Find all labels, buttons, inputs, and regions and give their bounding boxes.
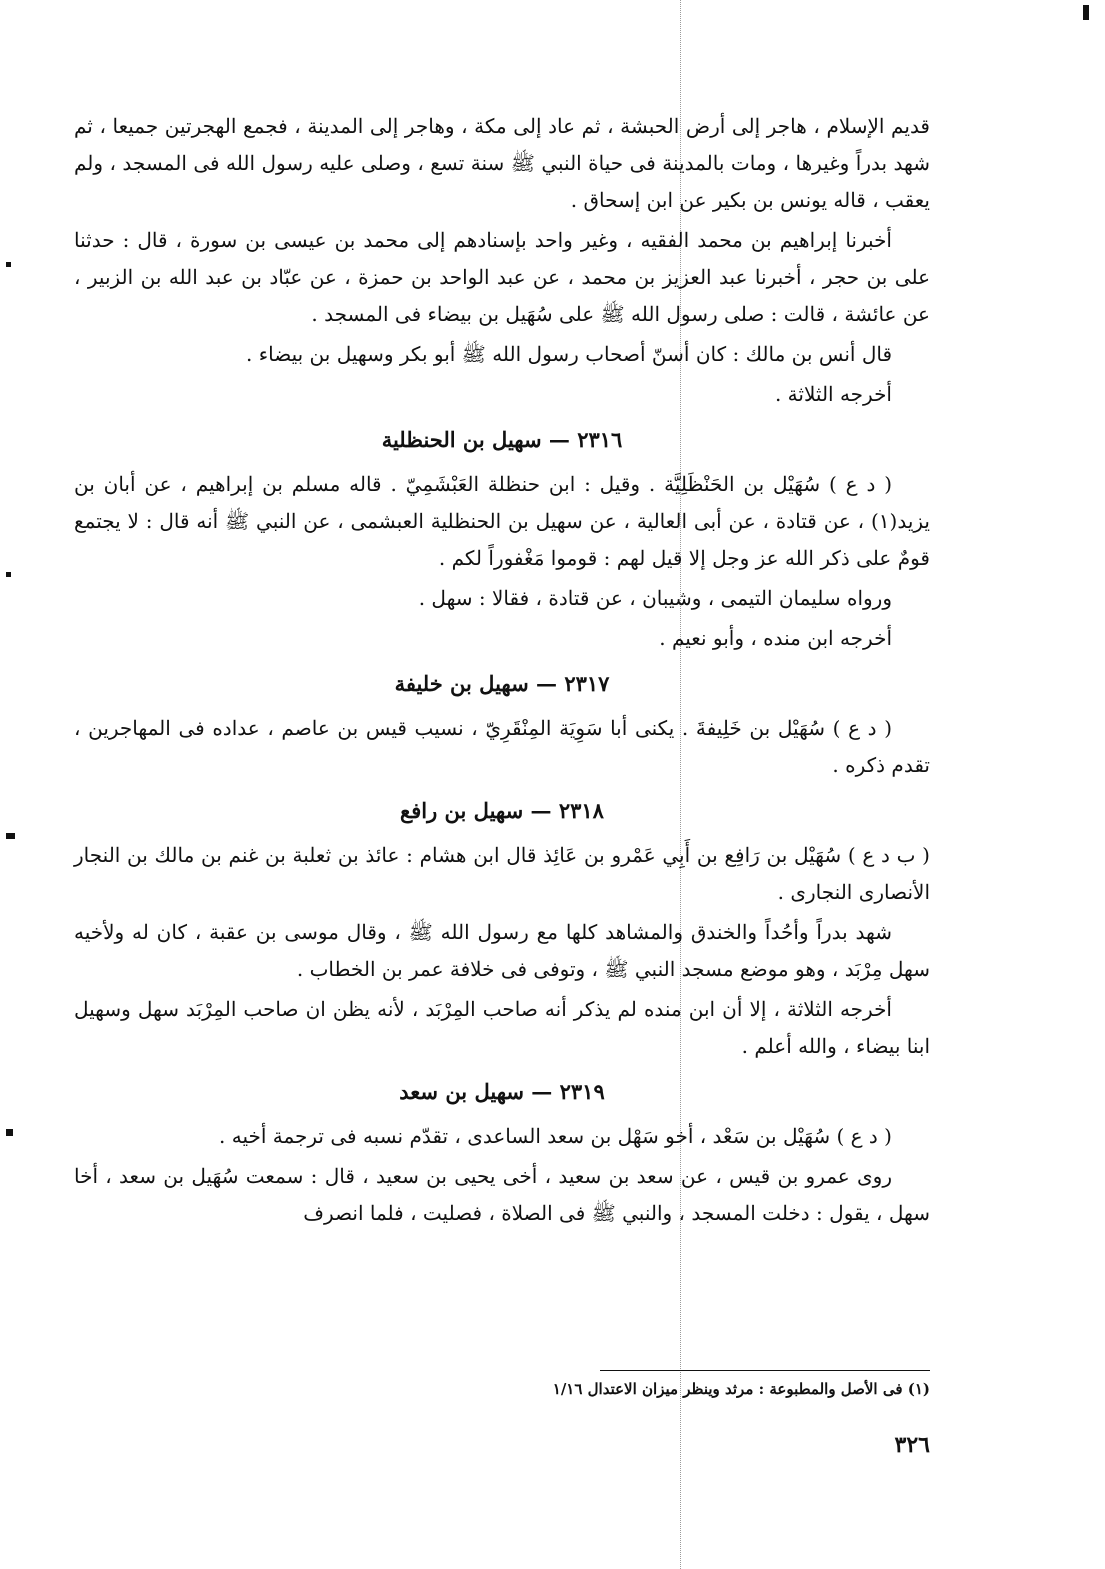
paragraph: روى عمرو بن قيس ، عن سعد بن سعيد ، أخى يحيى بن سعيد ، قال : سمعت سُهَيل بن سعد ، أخا سهل ، يقول : دخلت المسجد ، والنبي ﷺ فى الصلاة ، فصليت ، فلما انصرف [74, 1164, 930, 1225]
footnote-divider [600, 1370, 930, 1371]
scan-margin-mark [6, 1129, 13, 1136]
entry-heading: ٢٣١٩ — سهيل بن سعد [399, 1079, 605, 1104]
main-text [74, 108, 930, 1235]
page-number: ٣٢٦ [894, 1432, 930, 1458]
paragraph: أخبرنا إبراهيم بن محمد الفقيه ، وغير واحد بإسنادهم إلى محمد بن عيسى بن سورة ، قال : حدثنا على بن حجر ، أخبرنا عبد العزيز بن محمد ، عن عبد الواحد بن حمزة ، عن عبّاد بن عبد الله بن الزبير ، عن عائشة ، قالت : صلى رسول الله ﷺ على سُهَيل بن بيضاء فى المسجد . [74, 228, 930, 326]
paragraph: قديم الإسلام ، هاجر إلى أرض الحبشة ، ثم عاد إلى مكة ، وهاجر إلى المدينة ، فجمع الهجرتين جميعا ، ثم شهد بدراً وغيرها ، ومات بالمدينة فى حياة النبي ﷺ سنة تسع ، وصلى عليه رسول الله فى المسجد ، ولم يعقب ، قاله يونس بن بكير عن ابن إسحاق . [74, 114, 930, 212]
footnote: (١) فى الأصل والمطبوعة : مرثد وينظر ميزان الاعتدال ١/١٦ [552, 1380, 930, 1398]
paragraph: شهد بدراً وأحُداً والخندق والمشاهد كلها مع رسول الله ﷺ ، وقال موسى بن عقبة ، كان له ولأخيه سهل مِرْبَد ، وهو موضع مسجد النبي ﷺ ، وتوفى فى خلافة عمر بن الخطاب . [74, 920, 930, 981]
paragraph: ( ب د ع ) سُهَيْل بن رَافِع بن أَبِي عَمْرو بن عَائِذ قال ابن هشام : عائذ بن ثعلبة بن غنم بن مالك بن النجار الأنصارى النجارى . [74, 843, 930, 904]
paragraph: أخرجه ابن منده ، وأبو نعيم . [659, 626, 892, 650]
scan-margin-mark [6, 833, 15, 839]
scan-margin-mark [6, 572, 11, 577]
paragraph: ( د ع ) سُهَيْل بن الحَنْظَلِيَّة . وقيل : ابن حنظلة العَبْشَمِيّ . قاله مسلم بن إبراهيم ، عن أبان بن يزيد(١) ، عن قتادة ، عن أبى العالية ، عن سهيل بن الحنظلية العبشمى ، عن النبي ﷺ أنه قال : لا يجتمع قومٌ على ذكر الله عز وجل إلا قيل لهم : قوموا مَغْفوراً لكم . [74, 472, 930, 570]
paragraph: أخرجه الثلاثة ، إلا أن ابن منده لم يذكر أنه صاحب المِرْبَد ، لأنه يظن ان صاحب المِرْبَد سهل وسهيل ابنا بيضاء ، والله أعلم . [74, 997, 930, 1058]
entry-heading: ٢٣١٧ — سهيل بن خليفة [394, 671, 610, 696]
scan-margin-mark [1083, 5, 1089, 20]
entry-heading: ٢٣١٦ — سهيل بن الحنظلية [381, 427, 623, 452]
entry-heading: ٢٣١٨ — سهيل بن رافع [400, 798, 604, 823]
paragraph: ورواه سليمان التيمى ، وشيبان ، عن قتادة ، فقالا : سهل . [418, 586, 892, 610]
paragraph: قال أنس بن مالك : كان أسنّ أصحاب رسول الله ﷺ أبو بكر وسهيل بن بيضاء . [246, 342, 892, 366]
paragraph: ( د ع ) سُهَيْل بن خَلِيفةَ . يكنى أبا سَوِيَة المِنْقَرِيّ ، نسيب قيس بن عاصم ، عداده فى المهاجرين ، تقدم ذكره . [74, 716, 930, 777]
scan-margin-mark [6, 262, 11, 267]
paragraph: أخرجه الثلاثة . [774, 382, 892, 406]
paragraph: ( د ع ) سُهَيْل بن سَعْد ، أخو سَهْل بن سعد الساعدى ، تقدّم نسبه فى ترجمة أخيه . [219, 1124, 892, 1148]
